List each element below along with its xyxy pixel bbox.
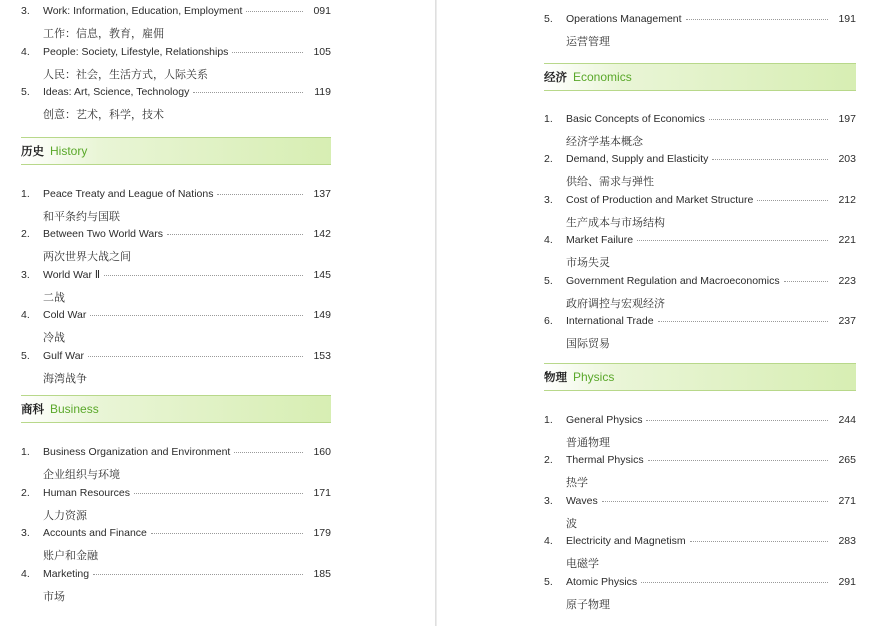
toc-entry-line (544, 194, 856, 209)
dot-leader (193, 91, 303, 93)
entry-page-number: 271 (838, 494, 856, 507)
entry-number: 2. (544, 454, 553, 466)
entry-title-cn: 供给、需求与弹性 (566, 175, 654, 188)
toc-entry-line (21, 188, 331, 203)
entry-title-cn: 账户和金融 (43, 549, 98, 562)
entry-title: Market Failure (566, 234, 634, 246)
entry-title-cn: 原子物理 (566, 597, 610, 611)
entry-page-number: 185 (313, 567, 331, 580)
dot-leader (134, 492, 303, 494)
entry-number: 3. (21, 527, 30, 539)
entry-title-cn: 政府调控与宏观经济 (566, 296, 665, 310)
entry-page-number: 137 (313, 187, 331, 200)
entry-title-cn: 创意：艺术，科学，技术 (43, 108, 164, 121)
left-top-entries (21, 0, 331, 122)
toc-entry-line (21, 487, 331, 502)
entry-title-cn: 国际贸易 (566, 337, 610, 350)
section-title-en: Economics (573, 69, 632, 84)
section-header-physics (544, 363, 856, 391)
toc-entry-line (544, 454, 856, 469)
entry-title-cn: 生产成本与市场结构 (566, 215, 665, 229)
dot-leader (709, 118, 828, 120)
entry-title-cn: 电磁学 (566, 557, 599, 570)
entry-title-cn: 市场失灵 (566, 256, 610, 269)
section-title-cn: 历史 (21, 143, 44, 158)
dot-leader (90, 314, 303, 316)
entry-title-cn: 经济学基本概念 (566, 134, 643, 148)
toc-entry-line (544, 13, 856, 28)
dot-leader (658, 320, 828, 322)
entry-title-cn: 波 (566, 516, 577, 530)
toc-entry[interactable] (544, 449, 856, 490)
entry-number: 3. (21, 268, 30, 281)
entry-number: 2. (21, 228, 30, 240)
entry-title: Between Two World Wars (43, 228, 164, 240)
entry-number: 5. (21, 86, 30, 98)
entry-title: Business Organization and Environment (43, 446, 231, 458)
entry-number: 1. (544, 112, 553, 125)
toc-entry-line (21, 568, 331, 583)
dot-leader (232, 51, 303, 53)
entry-number: 4. (544, 535, 553, 547)
dot-leader (757, 199, 828, 201)
entry-number: 4. (21, 567, 30, 580)
entry-title: Work: Information, Education, Employment (43, 5, 243, 17)
toc-entry[interactable] (544, 229, 856, 270)
economics-entries (544, 108, 856, 351)
entry-title-cn: 人力资源 (43, 508, 87, 522)
toc-entry-line (544, 275, 856, 290)
toc-entry-line (21, 350, 331, 365)
entry-title-cn: 普通物理 (566, 435, 610, 449)
entry-number: 4. (21, 45, 30, 58)
section-title-cn: 商科 (21, 402, 44, 416)
toc-entry[interactable] (21, 522, 331, 563)
toc-entry[interactable] (544, 8, 856, 49)
dot-leader (686, 18, 828, 20)
entry-page-number: 179 (313, 527, 331, 539)
toc-entry-line (21, 309, 331, 324)
toc-entry-line (544, 153, 856, 168)
entry-title-cn: 企业组织与环境 (43, 468, 120, 481)
entry-title: General Physics (566, 413, 643, 426)
toc-entry[interactable] (21, 345, 331, 386)
entry-title: Demand, Supply and Elasticity (566, 153, 709, 165)
toc-entry[interactable] (21, 223, 331, 264)
entry-title: Government Regulation and Macroeconomics (566, 274, 780, 287)
entry-number: 5. (544, 274, 553, 287)
physics-entries (544, 409, 856, 612)
toc-entry[interactable] (544, 530, 856, 571)
entry-page-number: 149 (313, 309, 331, 321)
entry-number: 2. (21, 486, 30, 499)
entry-title-cn: 运营管理 (566, 35, 610, 48)
entry-page-number: 191 (838, 13, 856, 25)
entry-number: 3. (21, 5, 30, 17)
dot-leader (246, 10, 303, 12)
section-header-economics (544, 63, 856, 91)
dot-leader (88, 355, 303, 357)
dot-leader (151, 532, 303, 534)
toc-entry-line (544, 113, 856, 128)
entry-page-number: 283 (838, 535, 856, 547)
entry-number: 5. (544, 575, 553, 588)
entry-title: Basic Concepts of Economics (566, 112, 705, 125)
dot-leader (167, 233, 303, 235)
toc-entry[interactable] (544, 490, 856, 531)
entry-title-cn: 人民：社会，生活方式，人际关系 (43, 67, 208, 81)
toc-entry-line (21, 527, 331, 542)
section-header-business (21, 395, 331, 423)
toc-entry[interactable] (544, 189, 856, 230)
toc-entry[interactable] (21, 0, 331, 41)
toc-entry-line (544, 234, 856, 249)
entry-title-cn: 二战 (43, 290, 65, 304)
entry-page-number: 237 (838, 315, 856, 327)
entry-page-number: 212 (838, 193, 856, 206)
entry-page-number: 197 (838, 112, 856, 125)
entry-title: World War Ⅱ (43, 268, 101, 281)
entry-title: Electricity and Magnetism (566, 535, 686, 547)
entry-title: Cold War (43, 309, 87, 321)
entry-title: Accounts and Finance (43, 527, 147, 539)
entry-number: 1. (544, 413, 553, 426)
entry-number: 1. (21, 187, 30, 200)
entry-title: Cost of Production and Market Structure (566, 193, 754, 206)
dot-leader (646, 419, 828, 421)
dot-leader (784, 280, 828, 282)
entry-title-cn: 两次世界大战之间 (43, 250, 131, 263)
entry-title: Atomic Physics (566, 575, 638, 588)
dot-leader (234, 451, 303, 453)
entry-title: International Trade (566, 315, 654, 327)
section-title-cn: 物理 (544, 369, 567, 384)
toc-entry-line (21, 269, 331, 284)
entry-number: 3. (544, 494, 553, 507)
entry-title: Ideas: Art, Science, Technology (43, 86, 190, 98)
dot-leader (637, 239, 828, 241)
dot-leader (217, 193, 303, 195)
toc-entry[interactable] (544, 571, 856, 612)
entry-number: 5. (544, 13, 553, 25)
entry-title: Waves (566, 494, 598, 507)
history-entries (21, 183, 331, 386)
entry-number: 1. (21, 446, 30, 458)
toc-entry-line (544, 495, 856, 510)
entry-number: 4. (544, 234, 553, 246)
entry-number: 2. (544, 153, 553, 165)
dot-leader (648, 459, 828, 461)
toc-entry[interactable] (21, 264, 331, 305)
business-entries (21, 441, 331, 603)
section-title-cn: 经济 (544, 69, 567, 84)
toc-entry-line (21, 5, 331, 20)
toc-entry-line (544, 414, 856, 429)
dot-leader (104, 274, 303, 276)
entry-number: 6. (544, 315, 553, 327)
toc-entry-line (544, 315, 856, 330)
dot-leader (93, 573, 303, 575)
toc-entry-line (544, 535, 856, 550)
entry-page-number: 223 (838, 274, 856, 287)
section-header-history (21, 137, 331, 165)
toc-entry[interactable] (21, 304, 331, 345)
left-page (0, 0, 436, 626)
entry-page-number: 160 (313, 446, 331, 458)
dot-leader (712, 158, 828, 160)
section-title-en: Physics (573, 369, 615, 384)
entry-page-number: 153 (313, 349, 331, 362)
entry-title: Gulf War (43, 349, 85, 362)
entry-page-number: 105 (313, 45, 331, 58)
entry-title-cn: 市场 (43, 589, 65, 603)
entry-page-number: 203 (838, 153, 856, 165)
toc-entry-line (21, 228, 331, 243)
right-toc-column (544, 0, 856, 611)
entry-title-cn: 和平条约与国联 (43, 209, 120, 223)
entry-page-number: 221 (838, 234, 856, 246)
entry-title: People: Society, Lifestyle, Relationships (43, 45, 229, 58)
dot-leader (602, 500, 828, 502)
entry-title-cn: 海湾战争 (43, 371, 87, 385)
section-title-en: Business (50, 402, 99, 416)
toc-entry[interactable] (544, 270, 856, 311)
toc-entry[interactable] (21, 41, 331, 82)
toc-entry[interactable] (544, 148, 856, 189)
toc-entry[interactable] (544, 409, 856, 450)
left-toc-column (21, 0, 331, 603)
entry-title: Marketing (43, 567, 90, 580)
entry-title: Peace Treaty and League of Nations (43, 187, 214, 200)
entry-page-number: 145 (313, 268, 331, 281)
entry-number: 4. (21, 309, 30, 321)
toc-entry-line (21, 46, 331, 61)
right-page (437, 0, 890, 626)
entry-page-number: 244 (838, 413, 856, 426)
toc-entry[interactable] (21, 183, 331, 224)
dot-leader (690, 540, 828, 542)
entry-title-cn: 冷战 (43, 331, 65, 344)
toc-entry[interactable] (21, 563, 331, 604)
entry-page-number: 265 (838, 454, 856, 466)
toc-entry-line (21, 86, 331, 101)
entry-title-cn: 工作：信息，教育，雇佣 (43, 27, 164, 40)
entry-page-number: 091 (313, 5, 331, 17)
toc-entry-line (21, 446, 331, 461)
section-title-en: History (50, 143, 88, 158)
toc-entry[interactable] (21, 441, 331, 482)
entry-page-number: 171 (313, 486, 331, 499)
toc-entry[interactable] (544, 310, 856, 351)
entry-title-cn: 热学 (566, 476, 588, 489)
entry-page-number: 291 (838, 575, 856, 588)
toc-entry-line (544, 576, 856, 591)
toc-entry[interactable] (21, 81, 331, 122)
dot-leader (641, 581, 828, 583)
entry-title: Human Resources (43, 486, 130, 499)
entry-title: Operations Management (566, 13, 682, 25)
entry-number: 3. (544, 193, 553, 206)
toc-entry[interactable] (21, 482, 331, 523)
entry-page-number: 142 (313, 228, 331, 240)
right-top-entries (544, 8, 856, 49)
entry-number: 5. (21, 349, 30, 362)
entry-title: Thermal Physics (566, 454, 644, 466)
entry-page-number: 119 (314, 86, 331, 98)
toc-entry[interactable] (544, 108, 856, 149)
